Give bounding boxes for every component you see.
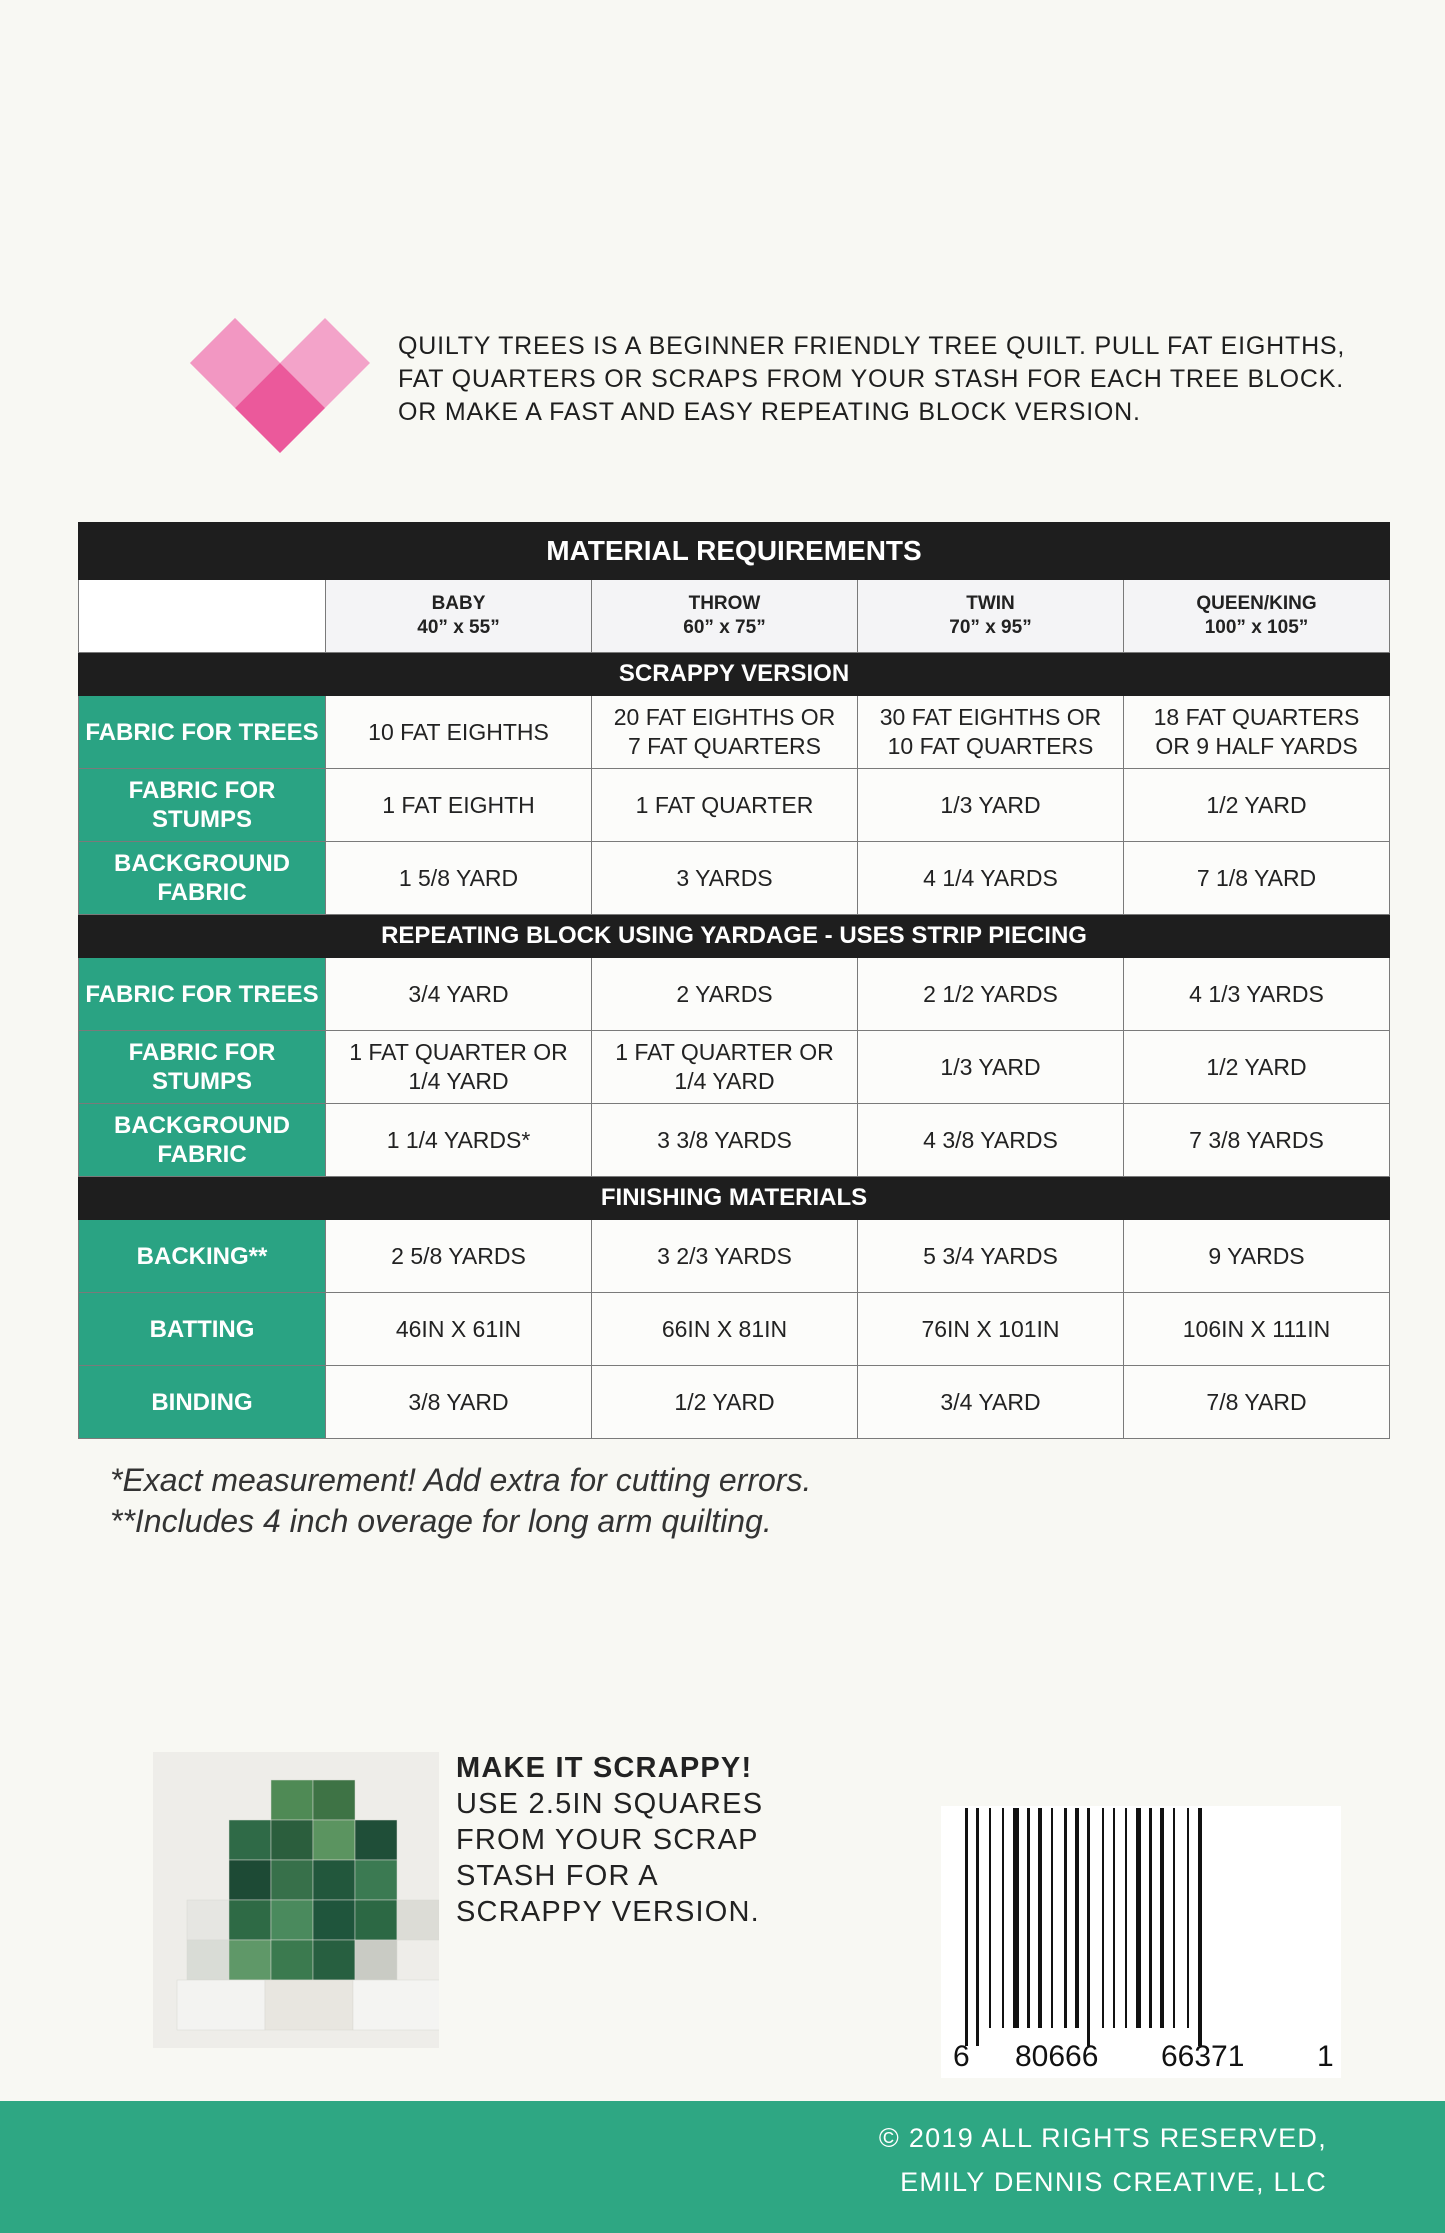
- table-cell: 1/3 YARD: [858, 1031, 1124, 1104]
- table-row: [79, 842, 1390, 915]
- row-label: BINDING: [79, 1366, 326, 1439]
- table-cell: 4 1/4 YARDS: [858, 842, 1124, 915]
- table-cell: 4 1/3 YARDS: [1124, 958, 1390, 1031]
- table-cell: 76IN X 101IN: [858, 1293, 1124, 1366]
- quilt-square: [313, 1860, 355, 1900]
- barcode-bars: [941, 1806, 1341, 2046]
- footnotes: [110, 1460, 811, 1542]
- section-header-row: [79, 653, 1390, 696]
- scrappy-line: STASH FOR A: [456, 1860, 659, 1892]
- row-label: BACKGROUND FABRIC: [79, 842, 326, 915]
- table-cell: 2 5/8 YARDS: [326, 1220, 592, 1293]
- size-name: TWIN: [966, 593, 1015, 614]
- table-row: [79, 769, 1390, 842]
- table-cell: 3/8 YARD: [326, 1366, 592, 1439]
- table-cell: 3 2/3 YARDS: [592, 1220, 858, 1293]
- barcode-bar: [1160, 1808, 1164, 2028]
- barcode-bar: [989, 1808, 991, 2028]
- table-cell: 7 3/8 YARDS: [1124, 1104, 1390, 1177]
- quilt-square: [355, 1940, 397, 1980]
- table-cell: 10 FAT EIGHTHS: [326, 696, 592, 769]
- barcode-bar: [1149, 1808, 1152, 2028]
- quilt-square: [229, 1860, 271, 1900]
- barcode-bar: [1198, 1808, 1202, 2046]
- barcode-bar: [1027, 1808, 1030, 2028]
- table-cell: 1/2 YARD: [1124, 1031, 1390, 1104]
- table-row: [79, 1031, 1390, 1104]
- barcode-left-group: 80666: [1015, 2040, 1099, 2073]
- table-cell: 1 1/4 YARDS*: [326, 1104, 592, 1177]
- size-name: THROW: [688, 593, 761, 614]
- footnote: *Exact measurement! Add extra for cutting errors.: [110, 1462, 812, 1498]
- quilt-square: [229, 1900, 271, 1940]
- table-row: [79, 1104, 1390, 1177]
- table-cell: 7 1/8 YARD: [1124, 842, 1390, 915]
- quilt-square: [229, 1940, 271, 1980]
- heart-logo: [190, 318, 370, 453]
- table-cell: 18 FAT QUARTERS OR 9 HALF YARDS: [1124, 696, 1390, 769]
- table-cell: 1 FAT QUARTER OR 1/4 YARD: [326, 1031, 592, 1104]
- company-line: EMILY DENNIS CREATIVE, LLC: [900, 2167, 1327, 2197]
- table-title: MATERIAL REQUIREMENTS: [79, 523, 1390, 580]
- barcode-trail-digit: 1: [1317, 2040, 1334, 2073]
- quilt-square: [313, 1780, 355, 1820]
- quilt-square: [229, 1820, 271, 1860]
- barcode-lead-digit: 6: [953, 2040, 970, 2073]
- section-header-row: [79, 915, 1390, 958]
- table-cell: 5 3/4 YARDS: [858, 1220, 1124, 1293]
- barcode-bar: [1113, 1808, 1115, 2028]
- blank-header-cell: [79, 580, 326, 653]
- table-cell: 1/3 YARD: [858, 769, 1124, 842]
- barcode-bar: [1136, 1808, 1141, 2028]
- quilt-square: [313, 1820, 355, 1860]
- table-cell: 3/4 YARD: [858, 1366, 1124, 1439]
- table-cell: 1/2 YARD: [592, 1366, 858, 1439]
- quilt-square: [187, 1900, 229, 1940]
- size-header-twin: [858, 580, 1124, 653]
- row-label: FABRIC FOR STUMPS: [79, 1031, 326, 1104]
- table-title-row: [79, 523, 1390, 580]
- scrappy-line: SCRAPPY VERSION.: [456, 1896, 760, 1928]
- quilt-square: [353, 1980, 439, 2030]
- table-cell: 66IN X 81IN: [592, 1293, 858, 1366]
- size-header-queen-king: [1124, 580, 1390, 653]
- table-cell: 4 3/8 YARDS: [858, 1104, 1124, 1177]
- table-cell: 46IN X 61IN: [326, 1293, 592, 1366]
- table-cell: 20 FAT EIGHTHS OR 7 FAT QUARTERS: [592, 696, 858, 769]
- intro-line: QUILTY TREES IS A BEGINNER FRIENDLY TREE QUILT. PULL FAT EIGHTHS,: [398, 332, 1346, 360]
- scrappy-line: FROM YOUR SCRAP: [456, 1824, 759, 1856]
- table-cell: 106IN X 111IN: [1124, 1293, 1390, 1366]
- barcode-bar: [1173, 1808, 1175, 2028]
- section-title: FINISHING MATERIALS: [79, 1177, 1390, 1220]
- size-dims: 60” x 75”: [683, 617, 766, 638]
- quilt-photo: [153, 1752, 439, 2048]
- table-cell: 30 FAT EIGHTHS OR 10 FAT QUARTERS: [858, 696, 1124, 769]
- barcode-bar: [1102, 1808, 1104, 2028]
- quilt-square: [271, 1900, 313, 1940]
- footnote: **Includes 4 inch overage for long arm quilting.: [110, 1503, 772, 1539]
- barcode-bar: [1038, 1808, 1042, 2028]
- size-header-baby: [326, 580, 592, 653]
- table-cell: 3 YARDS: [592, 842, 858, 915]
- barcode-bar: [1064, 1808, 1067, 2028]
- table-cell: 9 YARDS: [1124, 1220, 1390, 1293]
- table-cell: 2 YARDS: [592, 958, 858, 1031]
- barcode-bar: [1075, 1808, 1079, 2028]
- table-cell: 1/2 YARD: [1124, 769, 1390, 842]
- row-label: FABRIC FOR TREES: [79, 696, 326, 769]
- table-cell: 3 3/8 YARDS: [592, 1104, 858, 1177]
- quilt-square: [355, 1900, 397, 1940]
- barcode-bar: [1187, 1808, 1189, 2028]
- barcode-bar: [965, 1808, 968, 2046]
- scrappy-heading: MAKE IT SCRAPPY!: [456, 1752, 753, 1784]
- scrappy-line: USE 2.5IN SQUARES: [456, 1788, 764, 1820]
- section-title: REPEATING BLOCK USING YARDAGE - USES STRIP PIECING: [79, 915, 1390, 958]
- quilt-square: [271, 1820, 313, 1860]
- size-dims: 70” x 95”: [949, 617, 1032, 638]
- table-cell: 2 1/2 YARDS: [858, 958, 1124, 1031]
- quilt-square: [355, 1820, 397, 1860]
- size-header-row: [79, 580, 1390, 653]
- intro-line: OR MAKE A FAST AND EASY REPEATING BLOCK VERSION.: [398, 398, 1141, 426]
- table-row: [79, 1366, 1390, 1439]
- table-cell: 7/8 YARD: [1124, 1366, 1390, 1439]
- quilt-square: [271, 1780, 313, 1820]
- row-label: FABRIC FOR TREES: [79, 958, 326, 1031]
- intro-text: [398, 330, 1398, 429]
- barcode-bar: [1013, 1808, 1019, 2028]
- table-row: [79, 696, 1390, 769]
- quilt-square: [313, 1900, 355, 1940]
- quilt-square: [355, 1860, 397, 1900]
- table-row: [79, 1220, 1390, 1293]
- barcode-bar: [1087, 1808, 1090, 2046]
- quilt-square: [313, 1940, 355, 1980]
- section-title: SCRAPPY VERSION: [79, 653, 1390, 696]
- quilt-square: [271, 1940, 313, 1980]
- row-label: BACKING**: [79, 1220, 326, 1293]
- quilt-square: [187, 1940, 229, 1980]
- table-row: [79, 958, 1390, 1031]
- table-cell: 1 FAT QUARTER: [592, 769, 858, 842]
- quilt-square: [397, 1900, 439, 1940]
- size-name: BABY: [431, 593, 486, 614]
- copyright-line: © 2019 ALL RIGHTS RESERVED,: [878, 2123, 1327, 2153]
- footer-bar: [0, 2101, 1445, 2233]
- table-cell: 3/4 YARD: [326, 958, 592, 1031]
- barcode-bar: [1051, 1808, 1053, 2028]
- table-cell: 1 FAT QUARTER OR 1/4 YARD: [592, 1031, 858, 1104]
- barcode-right-group: 66371: [1161, 2040, 1245, 2073]
- barcode-bar: [976, 1808, 979, 2046]
- table-cell: 1 5/8 YARD: [326, 842, 592, 915]
- table-cell: 1 FAT EIGHTH: [326, 769, 592, 842]
- quilt-square: [265, 1980, 353, 2030]
- section-header-row: [79, 1177, 1390, 1220]
- quilt-square: [271, 1860, 313, 1900]
- material-requirements-table: [78, 522, 1390, 1439]
- table-row: [79, 1293, 1390, 1366]
- intro-line: FAT QUARTERS OR SCRAPS FROM YOUR STASH FOR EACH TREE BLOCK.: [398, 365, 1344, 393]
- barcode-bar: [1125, 1808, 1127, 2028]
- barcode-bar: [1002, 1808, 1004, 2028]
- size-dims: 40” x 55”: [417, 617, 500, 638]
- quilt-square: [177, 1980, 265, 2030]
- row-label: BACKGROUND FABRIC: [79, 1104, 326, 1177]
- size-header-throw: [592, 580, 858, 653]
- size-dims: 100” x 105”: [1204, 617, 1309, 638]
- scrappy-callout: [456, 1750, 763, 1930]
- size-name: QUEEN/KING: [1196, 593, 1317, 614]
- row-label: FABRIC FOR STUMPS: [79, 769, 326, 842]
- barcode: [941, 1806, 1341, 2078]
- row-label: BATTING: [79, 1293, 326, 1366]
